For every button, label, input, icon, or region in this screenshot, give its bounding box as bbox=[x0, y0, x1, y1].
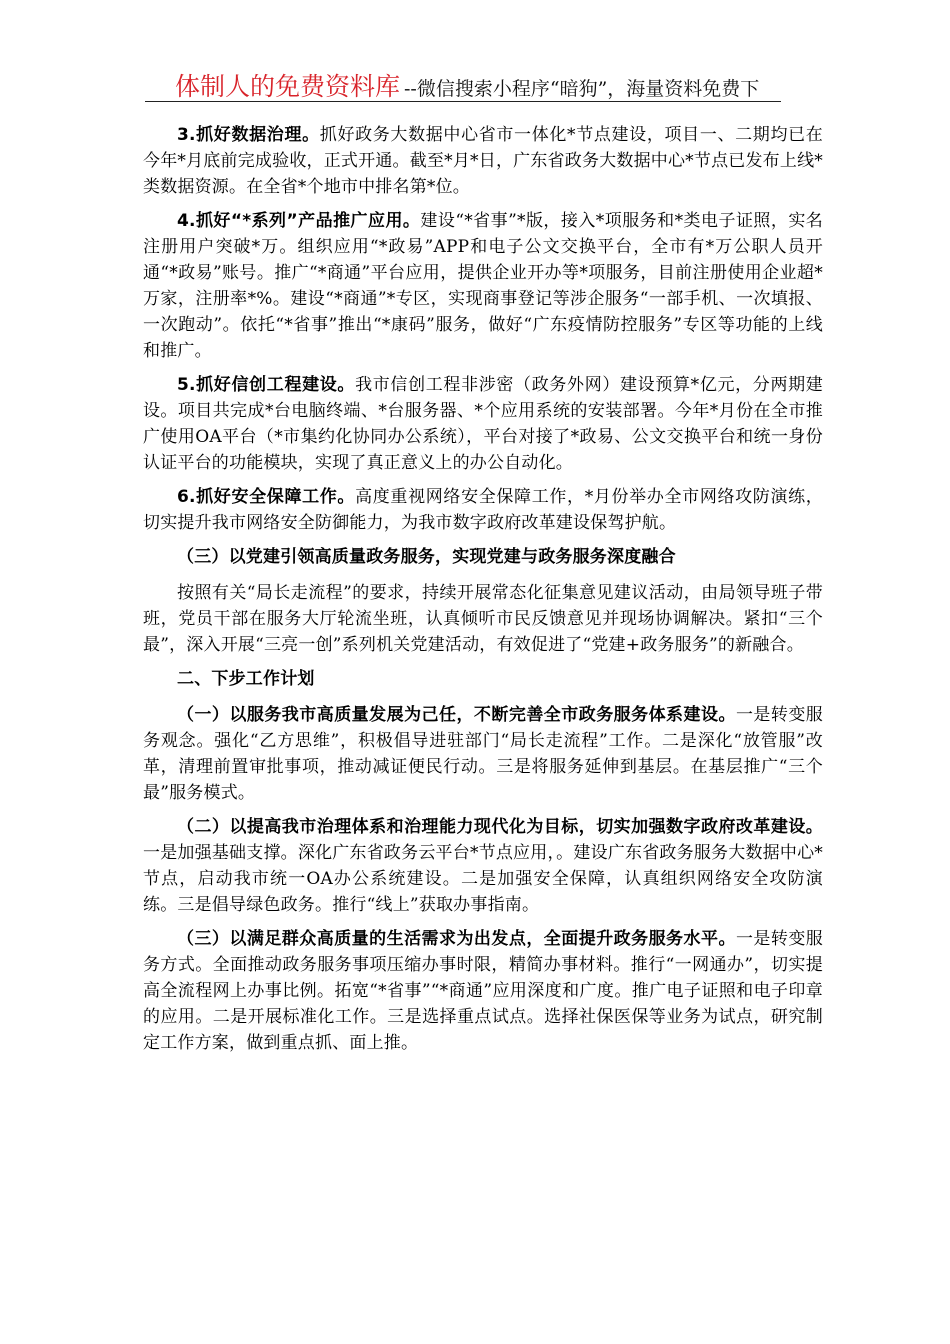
document-body bbox=[143, 122, 823, 1064]
item-5-title: 5.抓好信创工程建设。 bbox=[177, 375, 356, 395]
item-4-body: 建设“*省事”*版，接入*项服务和*类电子证照，实名注册用户突破*万。组织应用“*政易”APP和电子公文交换平台，全市有*万公职人员开通“*政易”账号。推广“*商通”平台应用，提供企业开办等*项服务，目前注册使用企业超*万家，注册率*%。建设“*商通”*专区，实现商事登记等涉企服务“一部手机、一次填报、一次跑动”。依托“*省事”推出“*康码”服务，做好“广东疫情防控服务”专区等功能的上线和推广。 bbox=[143, 211, 823, 361]
plan-3-title: （三）以满足群众高质量的生活需求为出发点，全面提升政务服务水平。 bbox=[177, 929, 736, 949]
header-divider bbox=[145, 101, 781, 102]
header-promo: --微信搜索小程序“暗狗”，海量资料免费下 bbox=[404, 78, 760, 100]
section-2-heading-text: 二、下步工作计划 bbox=[177, 669, 315, 689]
paragraph-plan-2 bbox=[143, 814, 823, 918]
paragraph-plan-3 bbox=[143, 926, 823, 1056]
paragraph-item-4 bbox=[143, 208, 823, 364]
item-6-body: 高度重视网络安全保障工作，*月份举办全市网络攻防演练，切实提升我市网络安全防御能力，为我市数字政府改革建设保驾护航。 bbox=[143, 487, 823, 533]
item-3-title: 3.抓好数据治理。 bbox=[177, 125, 320, 145]
plan-2-title: （二）以提高我市治理体系和治理能力现代化为目标，切实加强数字政府改革建设。 bbox=[177, 817, 823, 837]
section-2-heading bbox=[143, 666, 823, 692]
part-3-heading-text: （三）以党建引领高质量政务服务，实现党建与政务服务深度融合 bbox=[177, 547, 676, 567]
item-3-body: 抓好政务大数据中心省市一体化*节点建设，项目一、二期均已在今年*月底前完成验收，正式开通。截至*月*日，广东省政务大数据中心*节点已发布上线*类数据资源。在全省*个地市中排名第*位。 bbox=[143, 125, 823, 197]
header-brand: 体制人的免费资料库 bbox=[175, 72, 401, 101]
item-6-title: 6.抓好安全保障工作。 bbox=[177, 487, 356, 507]
item-4-title: 4.抓好“*系列”产品推广应用。 bbox=[177, 211, 421, 231]
part-3-body: 按照有关“局长走流程”的要求，持续开展常态化征集意见建议活动，由局领导班子带班，党员干部在服务大厅轮流坐班，认真倾听市民反馈意见并现场协调解决。紧扣“三个最”，深入开展“三亮一创”系列机关党建活动，有效促进了“党建+政务服务”的新融合。 bbox=[143, 583, 823, 655]
paragraph-item-3 bbox=[143, 122, 823, 200]
paragraph-plan-1 bbox=[143, 702, 823, 806]
part-3-heading bbox=[143, 544, 823, 570]
paragraph-item-6 bbox=[143, 484, 823, 536]
plan-1-body: 一是转变服务观念。强化“乙方思维”，积极倡导进驻部门“局长走流程”工作。二是深化“放管服”改革，清理前置审批事项，推动减证便民行动。三是将服务延伸到基层。在基层推广“三个最”服务模式。 bbox=[143, 705, 824, 803]
plan-3-body: 一是转变服务方式。全面推动政务服务事项压缩办事时限，精简办事材料。推行“一网通办”，切实提高全流程网上办事比例。拓宽“*省事”“*商通”应用深度和广度。推广电子证照和电子印章的应用。二是开展标准化工作。三是选择重点试点。选择社保医保等业务为试点，研究制定工作方案，做到重点抓、面上推。 bbox=[143, 929, 824, 1053]
plan-1-title: （一）以服务我市高质量发展为己任，不断完善全市政务服务体系建设。 bbox=[177, 705, 736, 725]
paragraph-item-5 bbox=[143, 372, 823, 476]
item-5-body: 我市信创工程非涉密（政务外网）建设预算*亿元，分两期建设。项目共完成*台电脑终端、*台服务器、*个应用系统的安装部署。今年*月份在全市推广使用OA平台（*市集约化协同办公系统），平台对接了*政易、公文交换平台和统一身份认证平台的功能模块，实现了真正意义上的办公自动化。 bbox=[143, 375, 823, 473]
plan-2-body: 一是加强基础支撑。深化广东省政务云平台*节点应用，。建设广东省政务服务大数据中心*节点，启动我市统一OA办公系统建设。二是加强安全保障，认真组织网络安全攻防演练。三是倡导绿色政务。推行“线上”获取办事指南。 bbox=[143, 843, 823, 915]
